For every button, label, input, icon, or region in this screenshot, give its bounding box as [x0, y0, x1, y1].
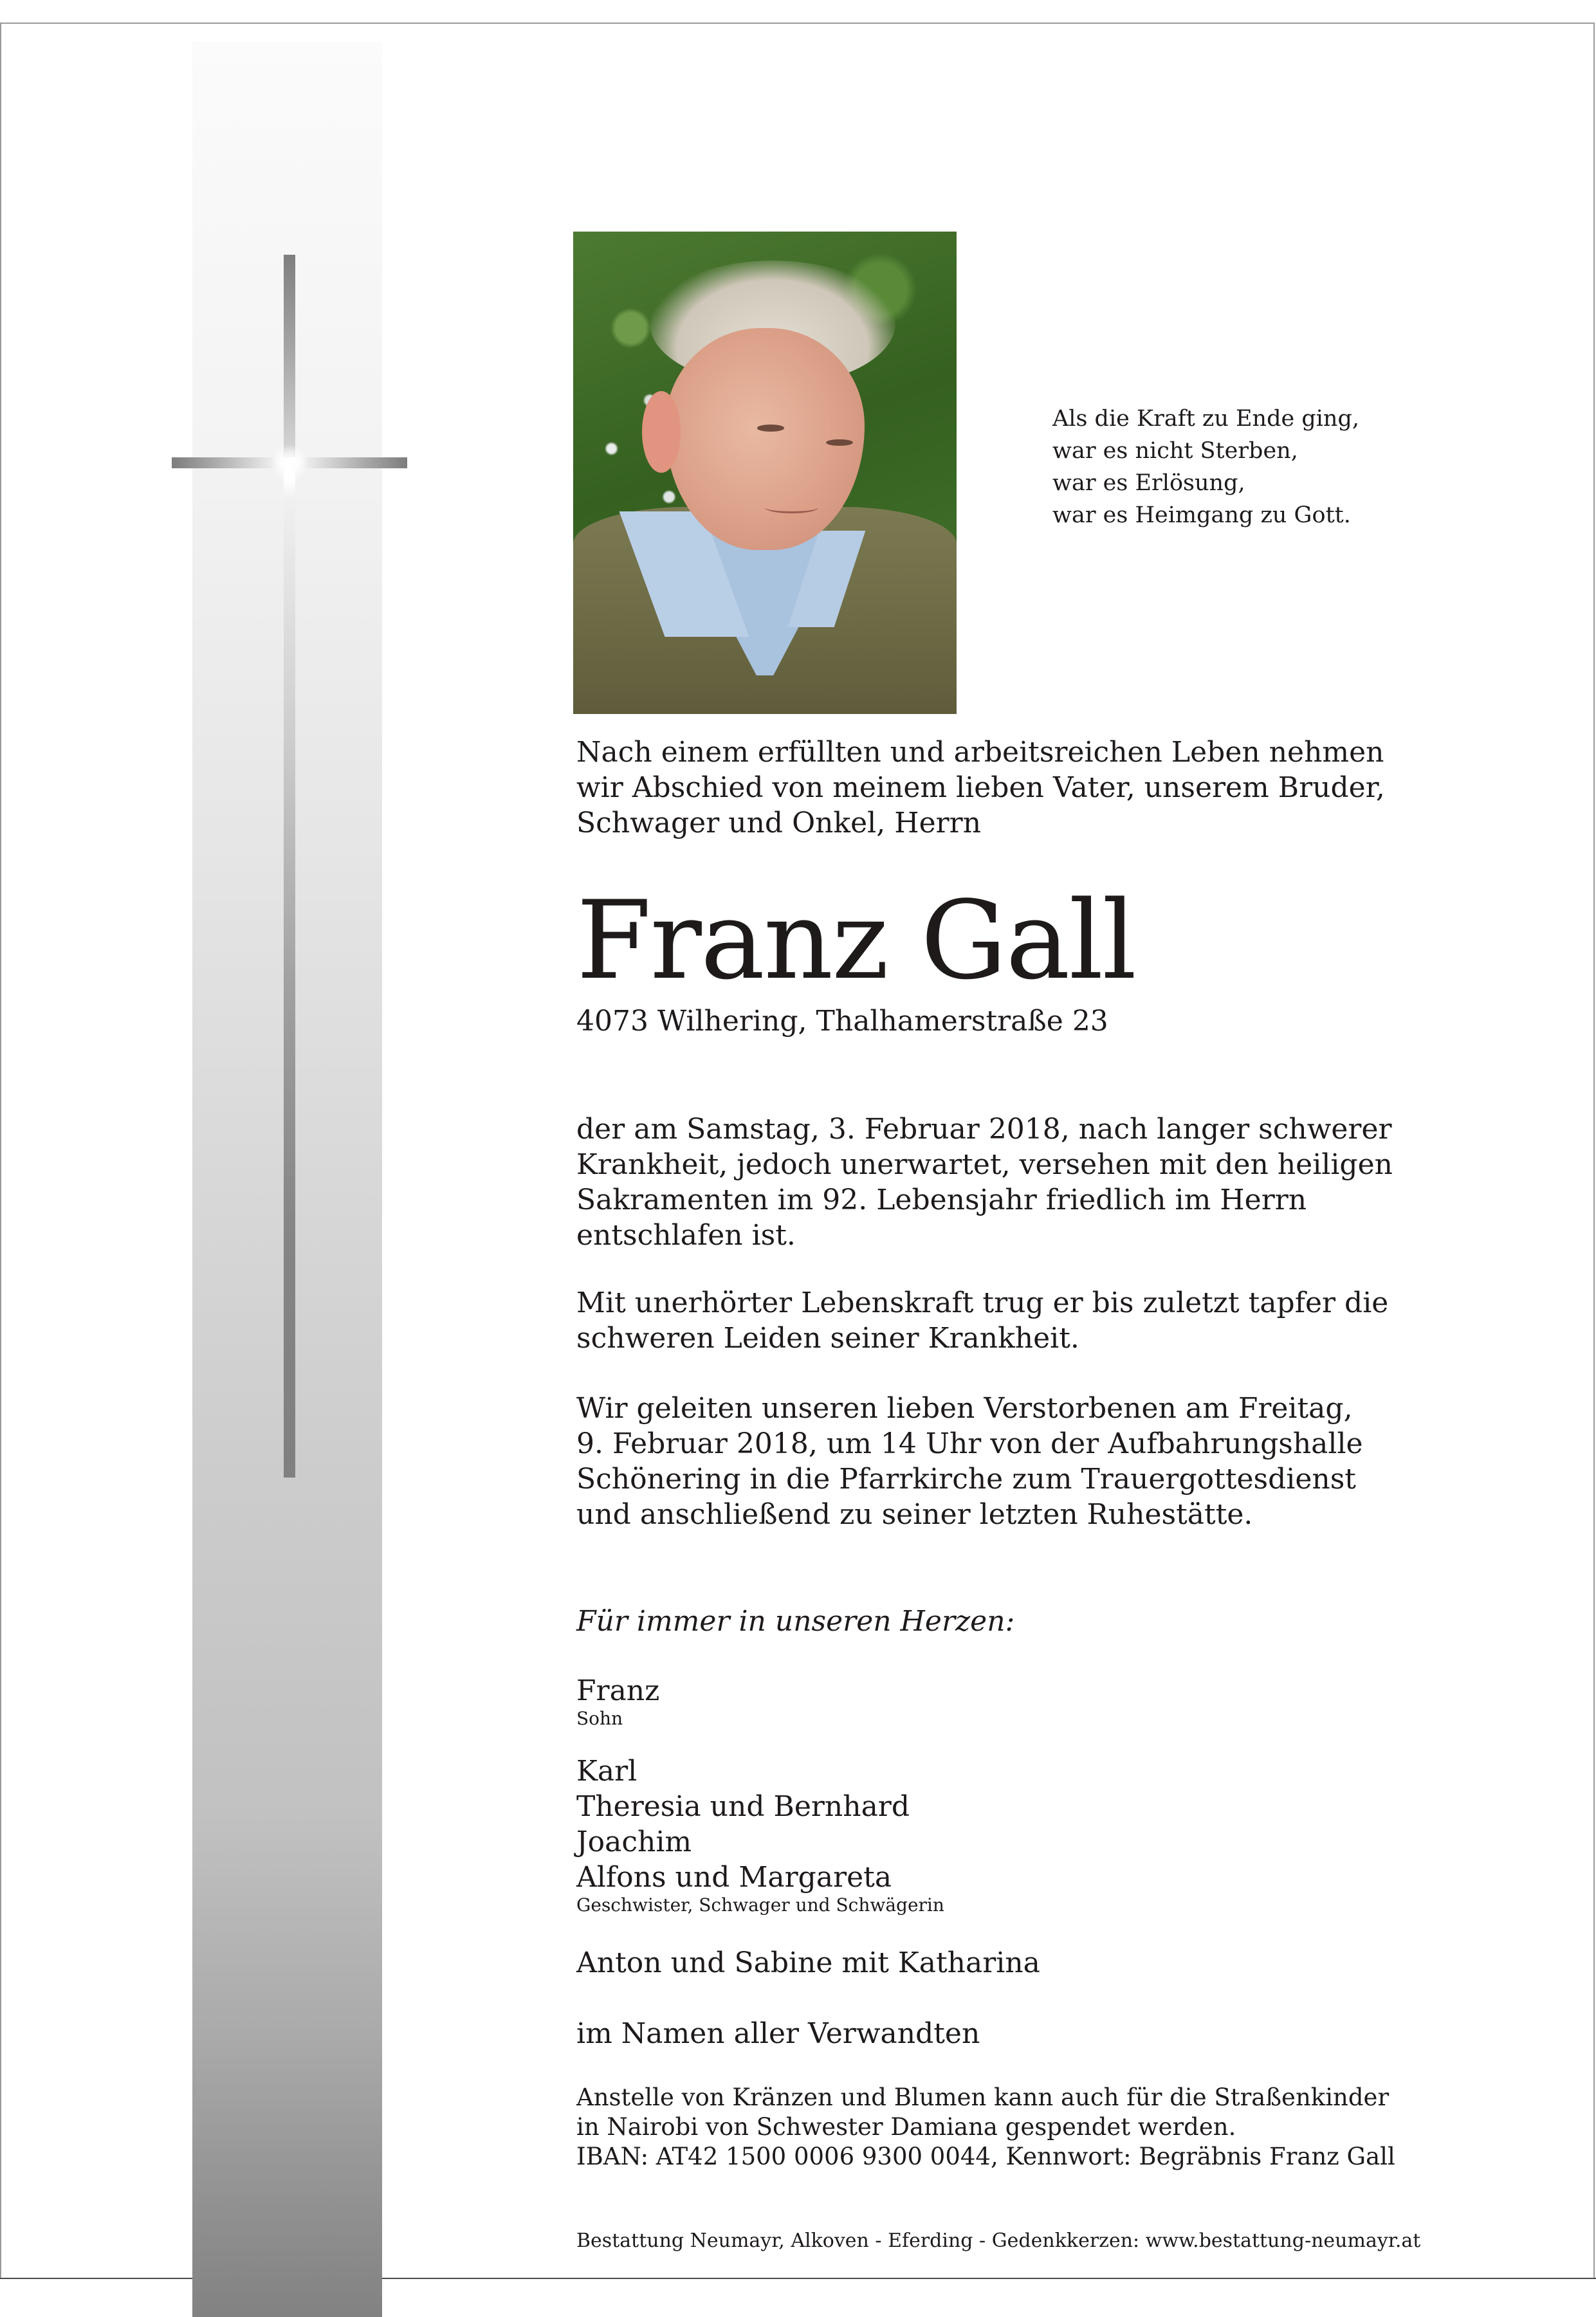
strength-paragraph [576, 1285, 1413, 1356]
cross-icon-vertical-beam [284, 255, 295, 1478]
deceased-name: Franz Gall [576, 877, 1135, 1003]
mourner-name: Theresia und Bernhard [576, 1790, 910, 1823]
verse-line: war es Erlösung, [1052, 470, 1245, 496]
donation-notice [576, 2083, 1413, 2172]
intro-paragraph [576, 735, 1413, 841]
funeral-home-footer: Bestattung Neumayr, Alkoven - Eferding - Gedenkkerzen: www.bestattung-neumayr.at [576, 2230, 1421, 2252]
verse-line: Als die Kraft zu Ende ging, [1052, 406, 1359, 432]
paragraph-line: schweren Leiden seiner Krankheit. [576, 1322, 1079, 1355]
intro-line: wir Abschied von meinem lieben Vater, unserem Bruder, [576, 771, 1385, 804]
verse-line: war es nicht Sterben, [1052, 438, 1298, 464]
paragraph-line: Wir geleiten unseren lieben Verstorbenen am Freitag, [576, 1392, 1353, 1425]
paragraph-line: und anschließend zu seiner letzten Ruhestätte. [576, 1498, 1253, 1531]
photo-eye-right [826, 439, 853, 446]
portrait-photo [573, 232, 957, 714]
photo-mouth [765, 502, 818, 513]
intro-line: Schwager und Onkel, Herrn [576, 807, 982, 839]
paragraph-line: der am Samstag, 3. Februar 2018, nach langer schwerer [576, 1113, 1392, 1146]
mourners-motto: Für immer in unseren Herzen: [576, 1605, 1015, 1638]
mourner-relation: Geschwister, Schwager und Schwägerin [576, 1894, 944, 1916]
paragraph-line: Krankheit, jedoch unerwartet, versehen mit den heiligen [576, 1148, 1393, 1181]
mourner-group-son [576, 1673, 1413, 1729]
paragraph-line: entschlafen ist. [576, 1219, 796, 1252]
mourner-name: Anton und Sabine mit Katharina [576, 1946, 1040, 1979]
mourner-name: Joachim [576, 1826, 692, 1858]
memorial-verse [1052, 403, 1359, 531]
mourner-group-grandchildren [576, 1945, 1413, 1981]
paragraph-line: 9. Februar 2018, um 14 Uhr von der Aufbahrungshalle [576, 1427, 1363, 1460]
mourner-name: Franz [576, 1674, 660, 1707]
death-paragraph [576, 1112, 1413, 1253]
mourner-name: im Namen aller Verwandten [576, 2017, 980, 2050]
paragraph-line: Mit unerhörter Lebenskraft trug er bis zuletzt tapfer die [576, 1287, 1389, 1319]
photo-ear [642, 391, 681, 473]
mourner-group-siblings [576, 1754, 1413, 1916]
donation-iban: IBAN: AT42 1500 0006 9300 0044, Kennwort: Begräbnis Franz Gall [576, 2143, 1395, 2170]
mourner-name: Alfons und Margareta [576, 1861, 892, 1894]
intro-line: Nach einem erfüllten und arbeitsreichen Leben nehmen [576, 736, 1384, 769]
mourner-group-relatives [576, 2016, 1413, 2051]
paragraph-line: Schönering in die Pfarrkirche zum Trauergottesdienst [576, 1463, 1356, 1496]
mourner-relation: Sohn [576, 1708, 623, 1729]
mourner-name: Karl [576, 1755, 637, 1788]
cross-icon-glow [270, 444, 309, 482]
donation-line: in Nairobi von Schwester Damiana gespendet werden. [576, 2113, 1236, 2141]
donation-line: Anstelle von Kränzen und Blumen kann auch für die Straßenkinder [576, 2083, 1390, 2111]
deceased-address: 4073 Wilhering, Thalhamerstraße 23 [576, 1005, 1108, 1038]
paragraph-line: Sakramenten im 92. Lebensjahr friedlich im Herrn [576, 1184, 1307, 1216]
verse-line: war es Heimgang zu Gott. [1052, 502, 1351, 528]
photo-eye-left [757, 425, 784, 432]
funeral-paragraph [576, 1391, 1413, 1532]
